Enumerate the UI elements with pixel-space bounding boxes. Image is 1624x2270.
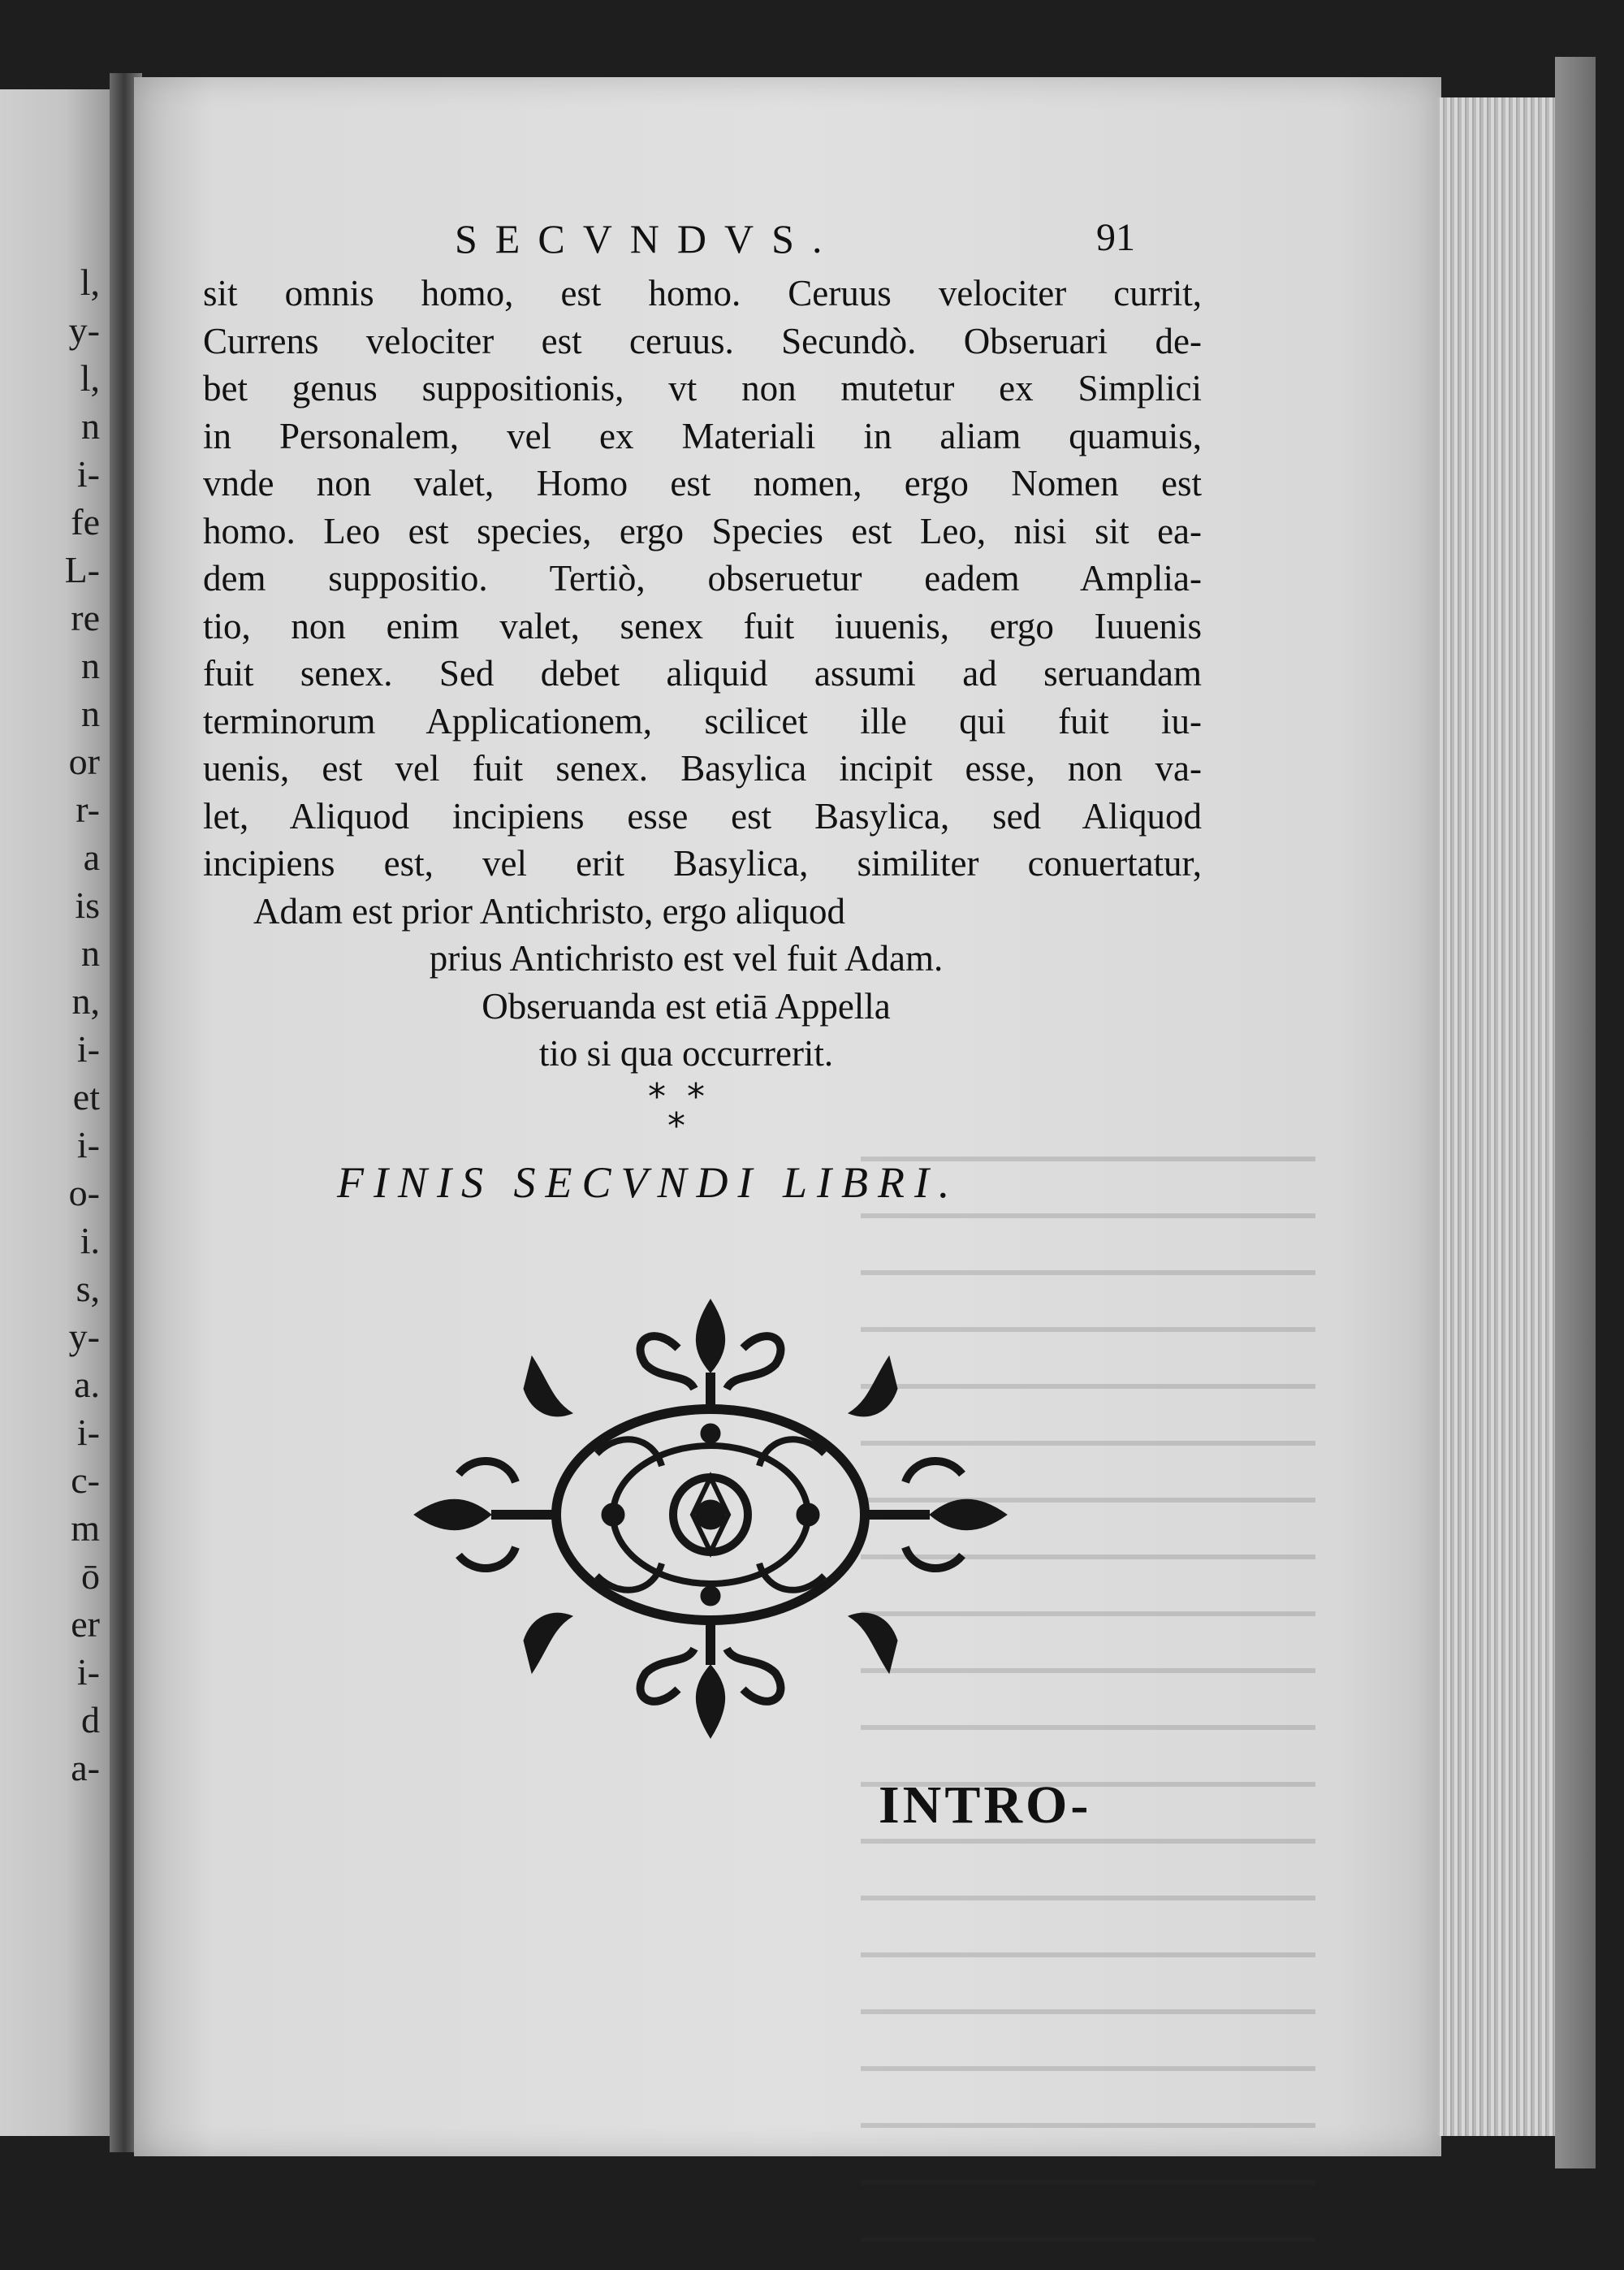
left-line-ending: a- xyxy=(71,1747,100,1788)
page-header xyxy=(162,215,1169,272)
cover-edge xyxy=(1555,57,1596,2168)
left-line-ending: l, xyxy=(80,262,100,303)
closing-line: Obseruanda est etiā Appella xyxy=(482,985,891,1027)
closing-line: Adam est prior Antichristo, ergo aliquod xyxy=(253,890,846,932)
left-line-ending: c- xyxy=(71,1459,100,1501)
left-line-ending: i- xyxy=(76,453,100,495)
left-line-ending: m xyxy=(71,1507,100,1549)
text-line: in Personalem, vel ex Materiali in aliam quamuis, xyxy=(203,415,1202,456)
running-title: SECVNDVS. xyxy=(455,216,840,262)
body-text xyxy=(203,270,1202,1078)
left-line-ending: d xyxy=(81,1699,100,1740)
left-line-ending: n, xyxy=(71,980,100,1022)
fleuron-icon xyxy=(410,1291,1011,1746)
left-line-ending: n xyxy=(81,693,100,734)
left-line-ending: is xyxy=(75,884,100,926)
left-line-ending: i- xyxy=(76,1412,100,1453)
text-line: vnde non valet, Homo est nomen, ergo Nomen est xyxy=(203,463,1202,504)
text-line: sit omnis homo, est homo. Ceruus velociter currit, xyxy=(203,273,1202,313)
left-line-ending: r- xyxy=(76,789,100,830)
left-line-ending: or xyxy=(68,741,100,782)
closing-line: prius Antichristo est vel fuit Adam. xyxy=(429,938,944,979)
page-number: 91 xyxy=(1096,216,1135,259)
left-line-ending: a. xyxy=(74,1364,100,1405)
text-line: bet genus suppositionis, vt non mutetur ex Simplici xyxy=(203,368,1202,409)
text-line: incipiens est, vel erit Basylica, similiter conuertatur, xyxy=(203,843,1202,884)
text-line: let, Aliquod incipiens esse est Basylica, sed Aliquod xyxy=(203,795,1202,837)
left-line-ending: L- xyxy=(64,549,100,590)
left-facing-page xyxy=(0,89,110,2136)
left-line-ending: y- xyxy=(68,309,100,351)
text-line: fuit senex. Sed debet aliquid assumi ad seruandam xyxy=(203,653,1202,694)
page-block-edge xyxy=(1437,97,1559,2136)
left-line-ending: s, xyxy=(76,1268,100,1309)
left-line-ending: a xyxy=(83,837,100,878)
text-line: tio, non enim valet, senex fuit iuuenis, ergo Iuuenis xyxy=(203,605,1202,646)
left-line-ending: i- xyxy=(76,1124,100,1165)
left-line-ending: n xyxy=(81,932,100,974)
finis-heading: FINIS SECVNDI LIBRI. xyxy=(337,1158,960,1207)
left-line-ending: ō xyxy=(81,1555,100,1597)
text-line: homo. Leo est species, ergo Species est Leo, nisi sit ea- xyxy=(203,510,1202,551)
text-line: uenis, est vel fuit senex. Basylica incipit esse, non va- xyxy=(203,748,1202,789)
left-page-line-endings xyxy=(0,89,110,2136)
left-line-ending: n xyxy=(81,645,100,686)
catchword: INTRO- xyxy=(879,1775,1092,1835)
left-line-ending: o- xyxy=(68,1172,100,1213)
left-line-ending: l, xyxy=(80,357,100,399)
left-line-ending: et xyxy=(72,1076,100,1118)
closing-line: tio si qua occurrerit. xyxy=(538,1033,834,1074)
text-line: terminorum Applicationem, scilicet ille qui fuit iu- xyxy=(203,700,1202,742)
text-line: dem suppositio. Tertiò, obseruetur eadem Amplia- xyxy=(203,558,1202,599)
left-line-ending: er xyxy=(71,1603,100,1645)
left-line-ending: y- xyxy=(68,1316,100,1357)
left-line-ending: n xyxy=(81,405,100,447)
asterism: * * * xyxy=(648,1076,705,1147)
left-line-ending: i. xyxy=(80,1220,100,1261)
text-line: Currens velociter est ceruus. Secundò. Obseruari de- xyxy=(203,320,1202,361)
left-line-ending: re xyxy=(71,597,100,638)
left-line-ending: i- xyxy=(76,1028,100,1070)
left-line-ending: i- xyxy=(76,1651,100,1693)
left-line-ending: fe xyxy=(71,501,100,543)
